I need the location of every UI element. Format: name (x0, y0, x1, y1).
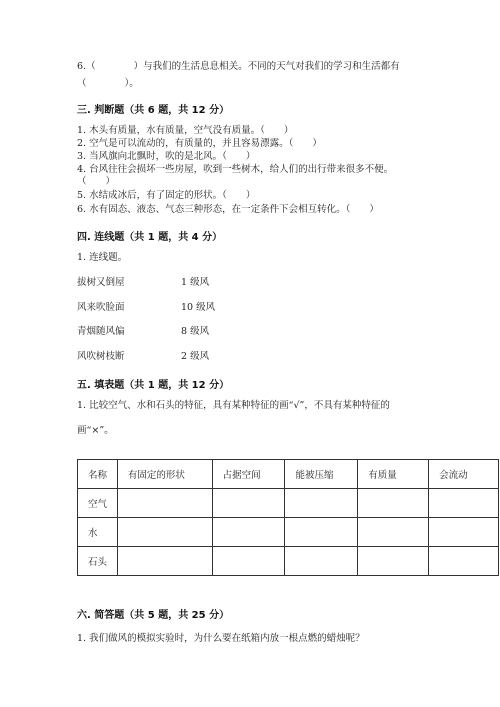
match-right-3: 8 级风 (181, 326, 210, 337)
table-cell[interactable] (358, 489, 429, 518)
match-left-1: 拔树又倒屋 (77, 277, 125, 288)
match-left-2: 风来吹脸面 (77, 302, 125, 313)
table-cell[interactable] (285, 489, 358, 518)
match-right-4: 2 级风 (181, 351, 210, 362)
section-6-title: 六. 简答题（共 5 题，共 25 分） (77, 610, 230, 621)
feature-table (77, 459, 499, 576)
header-compressible: 能被压缩 (285, 460, 358, 489)
judge-item-5: 5. 水结成冰后，有了固定的形状。（ ） (77, 190, 256, 201)
header-has-mass: 有质量 (358, 460, 429, 489)
header-occupy-space: 占据空间 (212, 460, 285, 489)
row-label-stone: 石头 (78, 547, 118, 576)
table-cell[interactable] (212, 518, 285, 547)
table-row (78, 489, 499, 518)
table-row (78, 518, 499, 547)
short-answer-q1: 1. 我们做风的模拟实验时，为什么要在纸箱内放一根点燃的蜡烛呢？ (77, 633, 365, 644)
judge-item-2: 2. 空气是可以流动的，有质量的，并且容易漂露。（ ） (77, 138, 322, 149)
match-left-3: 青烟随风偏 (77, 326, 125, 337)
q6-line-1: 6.（ ）与我们的生活息息相关。不同的天气对我们的学习和生活都有 (77, 61, 400, 72)
table-cell[interactable] (429, 547, 499, 576)
header-fixed-shape: 有固定的形状 (117, 460, 212, 489)
q6-line-2: （ ）。 (77, 78, 139, 89)
table-cell[interactable] (358, 518, 429, 547)
judge-item-1: 1. 木头有质量，水有质量，空气没有质量。（ ） (77, 125, 294, 136)
match-left-4: 风吹树枝断 (77, 351, 125, 362)
table-cell[interactable] (117, 518, 212, 547)
match-intro: 1. 连线题。 (77, 252, 128, 263)
judge-item-6: 6. 水有固态、液态、气态三种形态，在一定条件下会相互转化。（ ） (77, 204, 379, 215)
header-name: 名称 (78, 460, 118, 489)
table-cell[interactable] (285, 547, 358, 576)
table-intro-line-1: 1. 比较空气、水和石头的特征，具有某种特征的画“√”，不具有某种特征的 (77, 400, 390, 411)
table-cell[interactable] (117, 489, 212, 518)
header-flows: 会流动 (429, 460, 499, 489)
table-cell[interactable] (429, 518, 499, 547)
section-5-title: 五. 填表题（共 1 题，共 12 分） (77, 380, 230, 391)
row-label-air: 空气 (78, 489, 118, 518)
table-cell[interactable] (429, 489, 499, 518)
table-row (78, 547, 499, 576)
match-right-1: 1 级风 (181, 277, 210, 288)
judge-item-4-cont: （ ） (77, 176, 116, 187)
section-3-title: 三. 判断题（共 6 题，共 12 分） (77, 105, 230, 116)
judge-item-3: 3. 当风旗向北飘时，吹的是北风。（ ） (77, 151, 256, 162)
table-cell[interactable] (212, 547, 285, 576)
judge-item-4: 4. 台风往往会损坏一些房屋，吹到一些树木，给人们的出行带来很多不便。 (77, 164, 394, 175)
section-4-title: 四. 连线题（共 1 题，共 4 分） (77, 232, 223, 243)
table-header-row (78, 460, 499, 489)
table-cell[interactable] (358, 547, 429, 576)
table-cell[interactable] (212, 489, 285, 518)
table-cell[interactable] (285, 518, 358, 547)
table-intro-line-2: 画“×”。 (77, 425, 114, 436)
row-label-water: 水 (78, 518, 118, 547)
match-right-2: 10 级风 (181, 302, 216, 313)
table-cell[interactable] (117, 547, 212, 576)
